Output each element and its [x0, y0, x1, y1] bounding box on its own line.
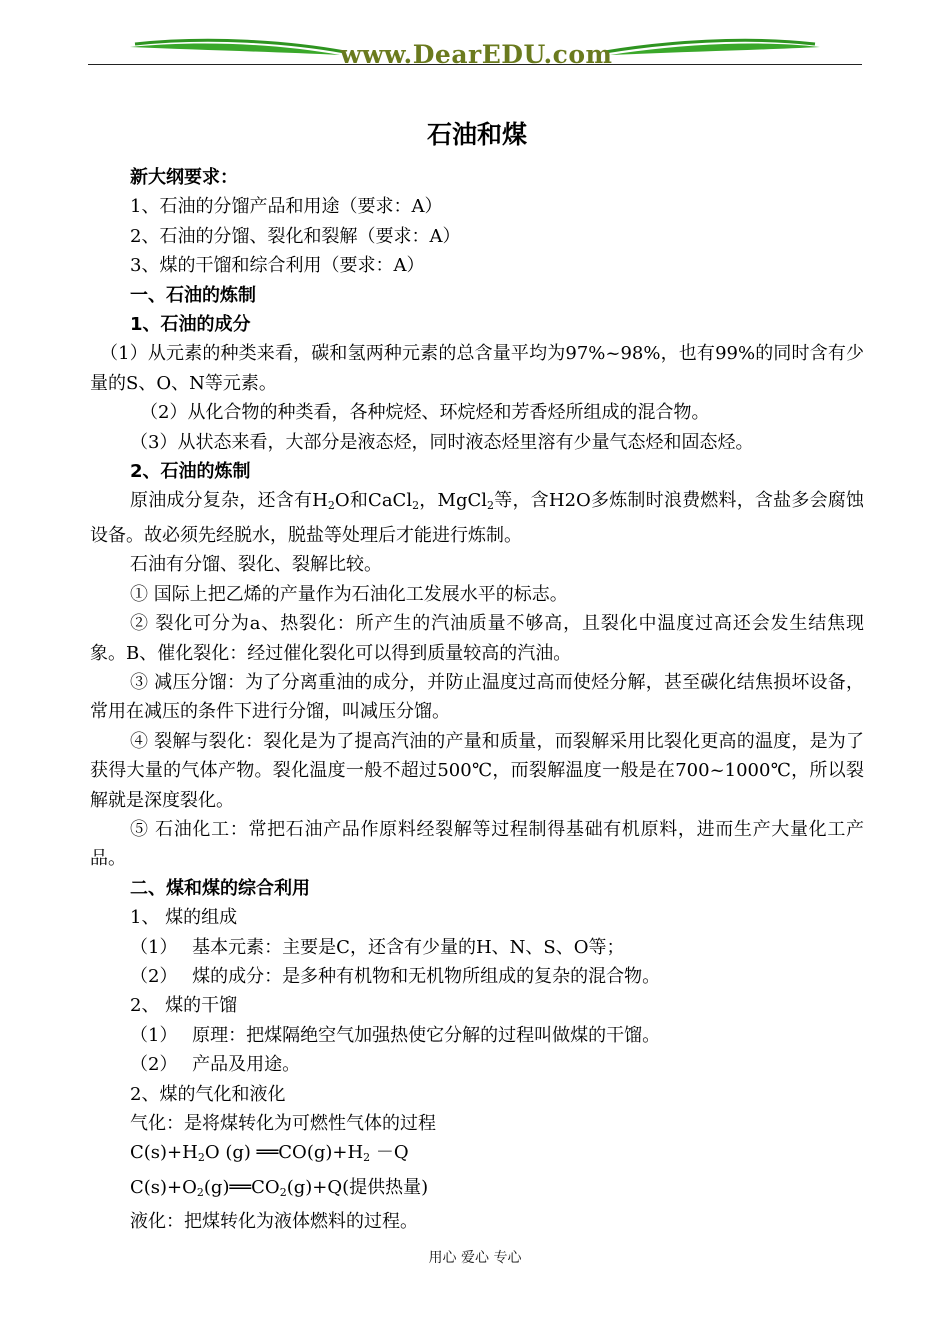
list-item: （2） 煤的成分：是多种有机物和无机物所组成的复杂的混合物。 — [130, 965, 661, 987]
paragraph: 气化：是将煤转化为可燃性气体的过程 — [130, 1113, 436, 1134]
paragraph: 原油成分复杂，还含有$H_2O$和CaCl$_2$，MgCl$_2$等，含H2O多炼制时浪费燃料，含盐多会腐蚀设备。故必须先经脱水，脱盐等处理后才能进行炼制。 — [90, 490, 865, 546]
paragraph: ① 国际上把乙烯的产量作为石油化工发展水平的标志。 — [130, 583, 568, 605]
subsection-heading: 1、 煤的组成 — [130, 907, 238, 929]
outline-item: 3、煤的干馏和综合利用（要求：A） — [130, 255, 425, 277]
outline-heading: 新大纲要求： — [130, 167, 238, 188]
site-logo[interactable]: www.DearEDU.com — [340, 40, 613, 69]
page-footer: 用心 爱心 专心 — [428, 1250, 522, 1266]
paragraph: ⑤ 石油化工：常把石油产品作原料经裂解等过程制得基础有机原料，进而生产大量化工产品。 — [90, 818, 864, 870]
paragraph: 液化：把煤转化为液体燃料的过程。 — [130, 1211, 418, 1233]
outline-item: 1、石油的分馏产品和用途（要求：A） — [130, 196, 443, 218]
subsection-heading: 2、煤的气化和液化 — [130, 1083, 286, 1105]
document-body — [90, 115, 864, 1237]
section-heading: 一、石油的炼制 — [130, 284, 256, 306]
list-item: （2） 产品及用途。 — [130, 1054, 301, 1076]
page-header — [0, 0, 950, 75]
paragraph: 石油有分馏、裂化、裂解比较。 — [130, 554, 382, 576]
page-title: 石油和煤 — [426, 120, 527, 149]
paragraph: （2）从化合物的种类看，各种烷烃、环烷烃和芳香烃所组成的混合物。 — [140, 402, 710, 424]
equation: $C(s)+O_2(g)══CO_2(g)+Q$(提供热量) — [130, 1176, 429, 1199]
subsection-heading: 2、石油的炼制 — [130, 461, 251, 483]
paragraph: ② 裂化可分为a、热裂化：所产生的汽油质量不够高，且裂化中温度过高还会发生结焦现象。B、催化裂化：经过催化裂化可以得到质量较高的汽油。 — [90, 613, 864, 664]
outline-item: 2、石油的分馏、裂化和裂解（要求：A） — [130, 225, 461, 247]
section-heading: 二、煤和煤的综合利用 — [130, 877, 310, 899]
subsection-heading: 1、石油的成分 — [130, 314, 251, 336]
paragraph: （3）从状态来看，大部分是液态烃，同时液态烃里溶有少量气态烃和固态烃。 — [130, 431, 754, 453]
paragraph: （1）从元素的种类来看，碳和氢两种元素的总含量平均为97%~98%，也有99%的同时含有少量的S、O、N等元素。 — [90, 343, 864, 394]
equation: $C(s)+H_2O$ (g) $══CO(g)+H_2 -Q$ — [130, 1142, 409, 1165]
paragraph: ④ 裂解与裂化：裂化是为了提高汽油的产量和质量，而裂解采用比裂化更高的温度，是为了获得大量的气体产物。裂化温度一般不超过500℃，而裂解温度一般是在700~1000℃，所以裂解就是深度裂化。 — [90, 730, 864, 811]
header-rule — [88, 64, 862, 65]
list-item: （1） 基本元素：主要是C，还含有少量的H、N、S、O等； — [130, 936, 625, 958]
paragraph: ③ 减压分馏：为了分离重油的成分，并防止温度过高而使烃分解，甚至碳化结焦损坏设备，常用在减压的条件下进行分馏，叫减压分馏。 — [90, 671, 864, 723]
list-item: （1） 原理：把煤隔绝空气加强热使它分解的过程叫做煤的干馏。 — [130, 1024, 661, 1046]
subsection-heading: 2、 煤的干馏 — [130, 995, 238, 1017]
